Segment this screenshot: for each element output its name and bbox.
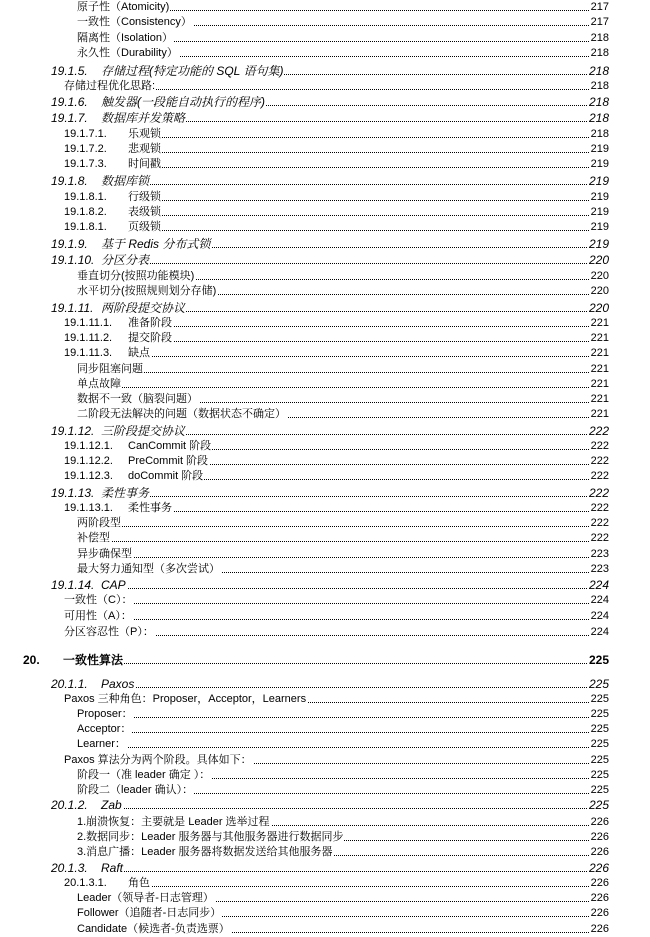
toc-entry-text: 异步确保型 (77, 548, 132, 560)
dot-leader (77, 541, 609, 542)
toc-entry-page-number: 218 (590, 47, 609, 59)
toc-entry-label (51, 253, 150, 268)
toc-entry-text: 一致性（C）： (64, 594, 133, 606)
toc-entry-text: Candidate（候选者-负责选票） (77, 923, 230, 935)
toc-entry-text: 存储过程优化思路: (64, 80, 156, 92)
toc-entry-page-number: 218 (590, 32, 609, 44)
toc-entry-page-number: 221 (590, 332, 609, 344)
toc-entry-number: 19.1.13. (51, 486, 95, 500)
toc-entry-label (51, 861, 124, 876)
toc-entry-text: Zab (101, 798, 122, 812)
toc-entry-text: 最大努力通知型（多次尝试） (77, 563, 220, 575)
toc-entry-label (77, 922, 231, 937)
toc-entry-page-number: 223 (590, 548, 609, 560)
toc-entry-label (77, 362, 144, 377)
toc-entry-label (64, 692, 307, 707)
toc-entry-text: 触发器(一段能自动执行的程序) (101, 95, 265, 109)
toc-entry-number: 19.1.12. (51, 424, 95, 438)
toc-entry-number: 20.1.3.1. (64, 877, 107, 889)
toc-entry-label (77, 562, 221, 577)
toc-entry-label (51, 95, 266, 110)
toc-entry-page-number: 222 (590, 517, 609, 529)
toc-entry[interactable] (0, 15, 650, 30)
toc-entry-label (51, 111, 186, 126)
toc-entry-text: Raft (101, 861, 124, 875)
toc-entry-label (51, 64, 284, 79)
toc-entry[interactable] (0, 609, 650, 624)
toc-entry-number: 19.1.13.1. (64, 502, 113, 514)
toc-entry-text: 基于 Redis 分布式锁 (101, 237, 211, 251)
toc-entry-page-number: 218 (588, 111, 609, 125)
toc-entry-label (64, 454, 209, 469)
toc-entry[interactable] (0, 845, 650, 860)
toc-entry-text: 三阶段提交协议 (101, 424, 186, 438)
toc-entry-label (64, 142, 162, 157)
toc-entry-label (77, 269, 195, 284)
toc-entry-page-number: 226 (590, 816, 609, 828)
toc-entry-text: 两阶段提交协议 (101, 301, 186, 315)
toc-entry-label (64, 609, 133, 624)
toc-entry-text: 同步阻塞问题 (77, 363, 143, 375)
toc-entry[interactable] (0, 798, 650, 813)
toc-entry-label (64, 157, 162, 172)
dot-leader (64, 603, 609, 604)
toc-entry-page-number: 221 (590, 408, 609, 420)
toc-entry-text: Leader（领导者-日志管理） (77, 892, 214, 904)
toc-entry-label (64, 127, 162, 142)
toc-entry-text: 永久性（Durability） (77, 47, 178, 59)
dot-leader (51, 588, 609, 589)
toc-entry-page-number: 220 (588, 253, 609, 267)
toc-entry-page-number: 226 (590, 877, 609, 889)
toc-entry-page-number: 224 (590, 594, 609, 606)
toc-entry-number: 19.1.7.3. (64, 158, 107, 170)
toc-entry-page-number: 219 (588, 237, 609, 251)
toc-entry-label (77, 46, 179, 61)
toc-entry[interactable] (0, 316, 650, 331)
toc-entry-page-number: 219 (590, 221, 609, 233)
toc-entry-page-number: 221 (590, 347, 609, 359)
toc-entry-text: PreCommit 阶段 (128, 455, 209, 467)
toc-entry-label (77, 516, 122, 531)
toc-entry-text: 2.数据同步：Leader 服务器与其他服务器进行数据同步 (77, 831, 344, 843)
toc-entry-text: 水平切分(按照规则划分存储) (77, 285, 217, 297)
toc-entry[interactable] (0, 625, 650, 640)
toc-entry-text: 存储过程(特定功能的 SQL 语句集) (101, 64, 284, 78)
toc-entry-page-number: 222 (590, 502, 609, 514)
toc-entry-label (77, 891, 215, 906)
toc-entry[interactable] (0, 127, 650, 142)
toc-entry-page-number: 225 (590, 693, 609, 705)
toc-entry-page-number: 219 (590, 191, 609, 203)
toc-entry-page-number: 225 (588, 798, 609, 812)
toc-entry[interactable] (0, 753, 650, 768)
toc-entry-label (51, 798, 123, 813)
toc-entry-page-number: 225 (590, 754, 609, 766)
toc-entry-page-number: 219 (590, 206, 609, 218)
toc-entry-label (77, 531, 111, 546)
toc-entry-text: 悲观锁 (128, 143, 161, 155)
toc-entry-text: 数据不一致（脑裂问题） (77, 393, 198, 405)
toc-entry-text: 提交阶段 (128, 332, 172, 344)
toc-entry-page-number: 226 (590, 923, 609, 935)
toc-entry[interactable] (0, 653, 650, 668)
toc-entry-label (51, 174, 150, 189)
toc-entry-label (77, 392, 199, 407)
dot-leader (77, 747, 609, 748)
toc-entry-number: 19.1.9. (51, 237, 88, 251)
toc-entry-page-number: 221 (590, 363, 609, 375)
dot-leader (64, 619, 609, 620)
toc-entry[interactable] (0, 677, 650, 692)
toc-entry-number: 19.1.11.2. (64, 332, 113, 344)
toc-entry-number: 19.1.14. (51, 578, 95, 592)
toc-entry-text: 隔离性（Isolation） (77, 32, 173, 44)
toc-entry[interactable] (0, 562, 650, 577)
toc-entry-text: 一致性（Consistency） (77, 16, 192, 28)
toc-entry-text: 补偿型 (77, 532, 110, 544)
toc-entry[interactable] (0, 111, 650, 126)
toc-entry-text: 缺点 (128, 347, 150, 359)
toc-entry-text: Paxos (101, 677, 135, 691)
toc-entry[interactable] (0, 516, 650, 531)
toc-entry-page-number: 220 (588, 301, 609, 315)
toc-entry-page-number: 226 (590, 846, 609, 858)
dot-leader (77, 717, 609, 718)
toc-entry-page-number: 219 (588, 174, 609, 188)
toc-entry-text: doCommit 阶段 (128, 470, 204, 482)
toc-entry-page-number: 222 (590, 532, 609, 544)
toc-entry[interactable] (0, 269, 650, 284)
toc-entry[interactable] (0, 454, 650, 469)
toc-entry-text: 分区容忍性（P）： (64, 626, 154, 638)
toc-entry-label (64, 190, 162, 205)
toc-entry-label (64, 876, 151, 891)
toc-entry[interactable] (0, 301, 650, 316)
toc-entry-label (64, 79, 156, 94)
toc-entry-label (23, 653, 124, 668)
toc-entry-text: CAP (101, 578, 126, 592)
toc-entry-text: 垂直切分(按照功能模块) (77, 270, 195, 282)
toc-entry[interactable] (0, 469, 650, 484)
toc-entry-text: 柔性事务 (101, 486, 150, 500)
dot-leader (77, 557, 609, 558)
toc-entry-text: 页级锁 (128, 221, 161, 233)
toc-entry-label (77, 407, 287, 422)
toc-entry-number: 20. (23, 653, 40, 667)
toc-entry-number: 19.1.7. (51, 111, 88, 125)
toc-entry[interactable] (0, 407, 650, 422)
toc-entry-label (64, 439, 212, 454)
toc-entry-number: 19.1.12.2. (64, 455, 113, 467)
toc-entry-text: 行级锁 (128, 191, 161, 203)
toc-entry[interactable] (0, 46, 650, 61)
toc-entry-text: Paxos 三种角色：Proposer，Acceptor，Learners (64, 693, 307, 705)
toc-entry-page-number: 217 (590, 16, 609, 28)
toc-entry-number: 19.1.8.1. (64, 221, 107, 233)
toc-entry-text: Paxos 算法分为两个阶段。具体如下： (64, 754, 252, 766)
toc-entry[interactable] (0, 578, 650, 593)
toc-entry[interactable] (0, 220, 650, 235)
toc-entry-label (64, 753, 253, 768)
toc-entry[interactable] (0, 501, 650, 516)
toc-entry[interactable] (0, 486, 650, 501)
toc-entry-label (77, 284, 217, 299)
toc-entry-label (64, 316, 173, 331)
toc-entry[interactable] (0, 392, 650, 407)
toc-entry-label (77, 722, 132, 737)
toc-entry[interactable] (0, 64, 650, 79)
toc-entry-page-number: 226 (588, 861, 609, 875)
toc-entry-page-number: 222 (590, 470, 609, 482)
toc-entry-page-number: 221 (590, 317, 609, 329)
toc-entry-text: Acceptor： (77, 723, 132, 735)
toc-entry[interactable] (0, 0, 650, 15)
toc-entry[interactable] (0, 205, 650, 220)
toc-entry-number: 19.1.12.1. (64, 440, 113, 452)
toc-entry-page-number: 225 (588, 677, 609, 691)
toc-entry-page-number: 218 (590, 80, 609, 92)
toc-entry-page-number: 220 (590, 285, 609, 297)
toc-entry-label (51, 424, 186, 439)
toc-entry-label (64, 220, 162, 235)
toc-entry-page-number: 225 (590, 723, 609, 735)
toc-entry-page-number: 225 (590, 738, 609, 750)
toc-entry-text: Follower（追随者-日志同步） (77, 907, 222, 919)
toc-entry-text: 柔性事务 (128, 502, 172, 514)
toc-entry-number: 19.1.7.1. (64, 128, 107, 140)
toc-entry-number: 20.1.2. (51, 798, 88, 812)
dot-leader (77, 387, 609, 388)
toc-entry-label (64, 331, 173, 346)
toc-entry[interactable] (0, 284, 650, 299)
toc-entry-number: 20.1.3. (51, 861, 88, 875)
toc-entry-label (51, 486, 150, 501)
toc-entry-text: 表级锁 (128, 206, 161, 218)
toc-entry[interactable] (0, 424, 650, 439)
toc-entry[interactable] (0, 861, 650, 876)
toc-entry[interactable] (0, 95, 650, 110)
toc-entry[interactable] (0, 768, 650, 783)
toc-entry[interactable] (0, 174, 650, 189)
toc-entry-text: 原子性（Atomicity) (77, 1, 170, 13)
toc-entry[interactable] (0, 876, 650, 891)
toc-entry[interactable] (0, 377, 650, 392)
toc-entry-text: Learner： (77, 738, 126, 750)
toc-entry[interactable] (0, 142, 650, 157)
toc-entry-label (77, 906, 222, 921)
toc-entry-page-number: 220 (590, 270, 609, 282)
toc-entry-label (64, 501, 173, 516)
toc-entry-label (77, 0, 170, 15)
toc-entry-text: 数据库锁 (101, 174, 150, 188)
dot-leader (77, 526, 609, 527)
toc-entry-number: 19.1.7.2. (64, 143, 107, 155)
toc-entry-page-number: 219 (590, 158, 609, 170)
toc-entry-page-number: 224 (590, 610, 609, 622)
toc-entry-number: 19.1.8.1. (64, 191, 107, 203)
toc-entry-label (51, 237, 211, 252)
toc-entry-page-number: 225 (588, 653, 609, 667)
toc-entry[interactable] (0, 79, 650, 94)
toc-entry[interactable] (0, 737, 650, 752)
toc-entry-label (77, 768, 211, 783)
toc-entry-label (77, 707, 134, 722)
toc-entry-label (51, 301, 186, 316)
toc-entry-page-number: 224 (588, 578, 609, 592)
toc-entry-text: 阶段一（准 leader 确定 ）： (77, 769, 211, 781)
toc-entry[interactable] (0, 531, 650, 546)
dot-leader (77, 372, 609, 373)
toc-entry[interactable] (0, 331, 650, 346)
toc-entry-label (77, 15, 193, 30)
toc-entry[interactable] (0, 815, 650, 830)
toc-entry[interactable] (0, 922, 650, 937)
toc-entry-label (77, 830, 344, 845)
toc-entry[interactable] (0, 439, 650, 454)
toc-entry-page-number: 226 (590, 831, 609, 843)
toc-entry-label (64, 469, 204, 484)
toc-entry-label (77, 783, 194, 798)
dot-leader (77, 732, 609, 733)
toc-entry-page-number: 221 (590, 393, 609, 405)
toc-entry[interactable] (0, 190, 650, 205)
toc-entry-page-number: 222 (588, 424, 609, 438)
toc-entry-number: 19.1.5. (51, 64, 88, 78)
toc-entry[interactable] (0, 253, 650, 268)
toc-entry[interactable] (0, 362, 650, 377)
toc-entry[interactable] (0, 783, 650, 798)
toc-entry[interactable] (0, 692, 650, 707)
toc-entry-label (64, 625, 155, 640)
toc-entry-page-number: 222 (590, 455, 609, 467)
dot-leader (51, 808, 609, 809)
toc-entry-text: 时间戳 (128, 158, 161, 170)
toc-entry-text: 1.崩溃恢复：主要就是 Leader 选举过程 (77, 816, 270, 828)
toc-entry-text: Proposer： (77, 708, 133, 720)
toc-entry[interactable] (0, 593, 650, 608)
toc-entry-page-number: 218 (588, 95, 609, 109)
toc-entry-text: 可用性（A）： (64, 610, 132, 622)
toc-entry-text: 准备阶段 (128, 317, 172, 329)
toc-entry-text: 两阶段型 (77, 517, 121, 529)
toc-entry-label (64, 205, 162, 220)
toc-entry-page-number: 222 (588, 486, 609, 500)
toc-entry-page-number: 225 (590, 708, 609, 720)
toc-entry-text: 数据库并发策略 (101, 111, 186, 125)
toc-entry-text: 二阶段无法解决的问题（数据状态不确定） (77, 408, 286, 420)
toc-entry-number: 19.1.11. (51, 301, 94, 315)
toc-entry-page-number: 218 (590, 128, 609, 140)
toc-entry-label (77, 737, 127, 752)
toc-entry[interactable] (0, 346, 650, 361)
toc-entry-text: CanCommit 阶段 (128, 440, 212, 452)
toc-entry-page-number: 217 (590, 1, 609, 13)
toc-entry-text: 阶段二（leader 确认）： (77, 784, 194, 796)
toc-entry-page-number: 224 (590, 626, 609, 638)
toc-entry[interactable] (0, 157, 650, 172)
toc-entry[interactable] (0, 722, 650, 737)
toc-entry-label (64, 593, 133, 608)
toc-entry[interactable] (0, 906, 650, 921)
toc-entry-label (77, 31, 174, 46)
toc-entry-page-number: 221 (590, 378, 609, 390)
toc-entry-label (77, 547, 133, 562)
toc-entry-page-number: 225 (590, 769, 609, 781)
toc-entry[interactable] (0, 237, 650, 252)
toc-entry-page-number: 218 (588, 64, 609, 78)
toc-entry-label (77, 377, 122, 392)
dot-leader (51, 871, 609, 872)
toc-entry-number: 19.1.10. (51, 253, 95, 267)
toc-entry[interactable] (0, 547, 650, 562)
toc-entry-number: 19.1.8.2. (64, 206, 107, 218)
toc-entry-text: 单点故障 (77, 378, 121, 390)
toc-entry-number: 19.1.11.3. (64, 347, 113, 359)
toc-entry-number: 19.1.8. (51, 174, 88, 188)
toc-entry-text: 3.消息广播：Leader 服务器将数据发送给其他服务器 (77, 846, 333, 858)
toc-entry-text: 分区分表 (101, 253, 150, 267)
toc-entry-page-number: 222 (590, 440, 609, 452)
toc-entry-label (77, 845, 333, 860)
toc-entry-label (77, 815, 271, 830)
toc-entry-page-number: 223 (590, 563, 609, 575)
toc-entry-label (51, 677, 135, 692)
toc-entry[interactable] (0, 707, 650, 722)
toc-entry-label (51, 578, 127, 593)
toc-entry-label (64, 346, 151, 361)
toc-entry-page-number: 225 (590, 784, 609, 796)
toc-entry-number: 19.1.11.1. (64, 317, 113, 329)
toc-entry[interactable] (0, 891, 650, 906)
toc-entry-number: 19.1.12.3. (64, 470, 113, 482)
toc-entry-page-number: 226 (590, 892, 609, 904)
toc-entry-text: 一致性算法 (63, 653, 124, 667)
toc-entry-text: 乐观锁 (128, 128, 161, 140)
toc-entry[interactable] (0, 830, 650, 845)
toc-entry-page-number: 226 (590, 907, 609, 919)
toc-entry-page-number: 219 (590, 143, 609, 155)
toc-entry-number: 19.1.6. (51, 95, 88, 109)
toc-entry-number: 20.1.1. (51, 677, 88, 691)
toc-entry-text: 角色 (128, 877, 150, 889)
toc-entry[interactable] (0, 31, 650, 46)
